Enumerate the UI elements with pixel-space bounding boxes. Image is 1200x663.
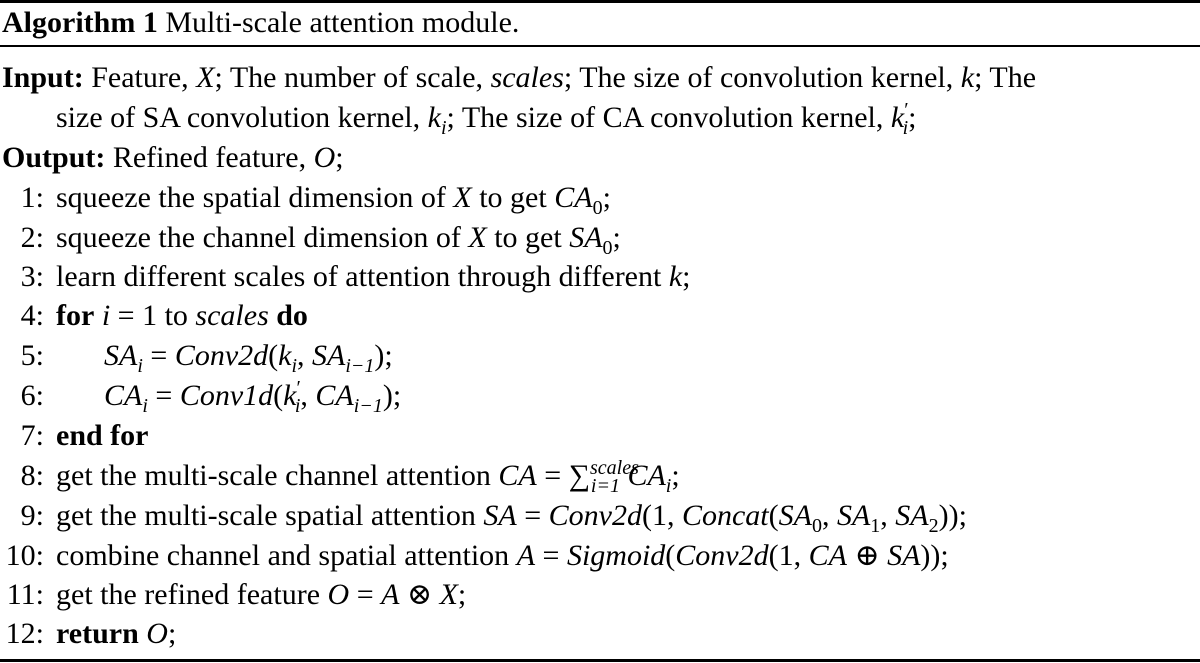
step-6: 6: $CA_i$ = $Conv1d(k'_i$, $CA_{i-1}$);: [20, 377, 402, 417]
bottom-rule: [0, 659, 1200, 662]
step-3: 3: learn different scales of attention through different k;: [20, 260, 691, 293]
sum-limits: $^{scales}_{i=1}$: [590, 457, 639, 497]
step-7: 7: end for: [20, 419, 149, 452]
algorithm-caption: Multi-scale attention module.: [165, 6, 520, 39]
top-rule: [0, 0, 1200, 3]
oplus-symbol: ⊕: [854, 539, 880, 572]
step-12: 12: return O;: [5, 617, 177, 650]
step-10: 10: combine channel and spatial attention A = Sigmoid(Conv2d(1, CA ⊕ SA));: [5, 539, 949, 572]
step-5: 5: $SA_i$ = $Conv2d(k_i$, $SA_{i-1}$);: [20, 339, 393, 377]
algorithm-title: [2, 4, 519, 42]
input-label: Input:: [2, 61, 84, 94]
algorithm-label: Algorithm 1: [2, 6, 158, 39]
output-line: Output: Refined feature, O;: [2, 141, 344, 174]
step-9: 9: get the multi-scale spatial attention SA = Conv2d(1, $Concat(SA_0$, $SA_1$, $SA_2$));: [20, 499, 967, 537]
step-1: 1: squeeze the spatial dimension of X to get $CA_0$;: [20, 181, 611, 219]
step-11: 11: get the refined feature O = A ⊗ X;: [6, 578, 467, 611]
step-8: 8: get the multi-scale channel attention CA = ∑$^{scales}_{i=1}$ $CA_i$;: [20, 457, 680, 497]
otimes-symbol: ⊗: [406, 578, 433, 611]
input-line-1: Input: Feature, X; The number of scale, scales; The size of convolution kernel, k; The: [2, 61, 1037, 94]
header-rule: [0, 45, 1200, 47]
output-label: Output:: [2, 141, 106, 174]
step-4: 4: for i = 1 to scales do: [20, 299, 308, 332]
step-2: 2: squeeze the channel dimension of X to get $SA_0$;: [20, 221, 621, 259]
input-line-2: size of SA convolution kernel, $k_i$; The size of CA convolution kernel, $k'_i$;: [56, 99, 917, 139]
sum-symbol: ∑: [568, 459, 590, 492]
